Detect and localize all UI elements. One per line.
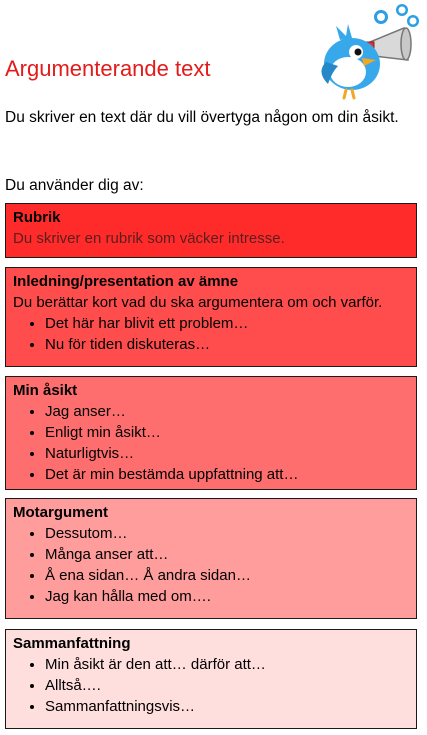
list-item: • Det är min bestämda uppfattning att…: [45, 464, 410, 485]
section-heading: Min åsikt: [13, 382, 78, 399]
section-heading: Sammanfattning: [13, 635, 131, 652]
list-item: • Jag kan hålla med om….: [45, 586, 410, 607]
section-inledning: [5, 267, 417, 367]
section-description: Du berättar kort vad du ska argumentera om och varför.: [13, 294, 383, 311]
uses-label: Du använder dig av:: [5, 177, 144, 194]
section-heading: Motargument: [13, 504, 108, 521]
bullet-list: [13, 401, 410, 485]
list-item: • Min åsikt är den att… därför att…: [45, 654, 410, 675]
section-description: Du skriver en rubrik som väcker intresse.: [13, 230, 285, 247]
list-item: • Naturligtvis…: [45, 443, 410, 464]
intro-text: Du skriver en text där du vill övertyga någon om din åsikt.: [5, 109, 399, 126]
section-motargument: [5, 498, 417, 619]
section-sammanfattning: [5, 629, 417, 729]
section-heading: Rubrik: [13, 209, 61, 226]
list-item: • Alltså….: [45, 675, 410, 696]
list-item: • Dessutom…: [45, 523, 410, 544]
bullet-list: [13, 523, 410, 607]
section-min-asikt: [5, 376, 417, 490]
twitter-bird-megaphone-icon: [318, 2, 424, 102]
list-item: • Å ena sidan… Å andra sidan…: [45, 565, 410, 586]
section-rubrik: [5, 203, 417, 258]
list-item: • Nu för tiden diskuteras…: [45, 334, 410, 355]
list-item: • Enligt min åsikt…: [45, 422, 410, 443]
list-item: • Jag anser…: [45, 401, 410, 422]
list-item: • Sammanfattningsvis…: [45, 696, 410, 717]
page-title: Argumenterande text: [5, 56, 211, 81]
bullet-list: [13, 654, 410, 717]
list-item: • Många anser att…: [45, 544, 410, 565]
section-heading: Inledning/presentation av ämne: [13, 273, 239, 290]
list-item: • Det här har blivit ett problem…: [45, 313, 410, 334]
bullet-list: [13, 313, 410, 355]
